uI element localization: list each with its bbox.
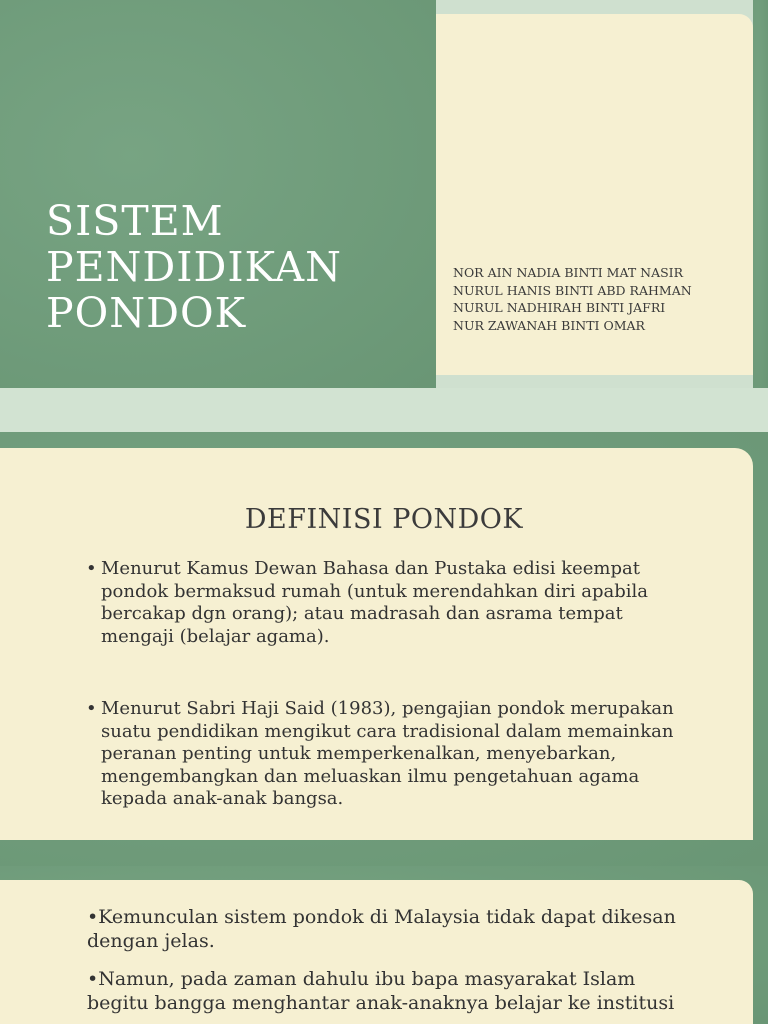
authors-card (436, 14, 753, 375)
slide-separator (0, 388, 768, 432)
author-name: NUR ZAWANAH BINTI OMAR (453, 317, 645, 333)
author-list (453, 264, 692, 334)
title-panel (0, 0, 436, 388)
definition-slide (0, 432, 768, 866)
author-name: NURUL NADHIRAH BINTI JAFRI (453, 300, 666, 315)
title-line: PENDIDIKAN (46, 243, 342, 291)
title-slide (0, 0, 768, 388)
title-line: PONDOK (46, 289, 247, 337)
bullet-marker: • (86, 698, 97, 719)
definition-list (86, 558, 686, 811)
list-item (86, 698, 686, 811)
title-right-strip (753, 0, 768, 388)
slide-title (46, 198, 342, 336)
author-name: NOR AIN NADIA BINTI MAT NASIR (453, 265, 684, 280)
list-item-text: Menurut Sabri Haji Said (1983), pengajian pondok merupakan suatu pendidikan mengikut cara tradisional dalam memainkan peranan penting untuk memperkenalkan, menyebarkan, mengembangkan dan meluaskan ilmu pengetahuan agama kepada anak-anak bangsa. (101, 698, 674, 809)
list-item-text: Menurut Kamus Dewan Bahasa dan Pustaka edisi keempat pondok bermaksud rumah (untuk merendahkan diri apabila bercakap dgn orang); atau madrasah dan asrama tempat mengaji (belajar agama). (101, 558, 648, 647)
history-paragraph: •Namun, pada zaman dahulu ibu bapa masyarakat Islam begitu bangga menghantar anak-anaknya belajar ke institusi (87, 968, 675, 1014)
bullet-marker: • (86, 558, 97, 579)
title-line: SISTEM (46, 197, 224, 245)
author-name: NURUL HANIS BINTI ABD RAHMAN (453, 282, 692, 298)
history-paragraph: •Kemunculan sistem pondok di Malaysia tidak dapat dikesan dengan jelas. (87, 906, 676, 952)
slide-heading: DEFINISI PONDOK (244, 504, 524, 535)
list-item (86, 558, 686, 648)
history-slide (0, 866, 768, 1024)
